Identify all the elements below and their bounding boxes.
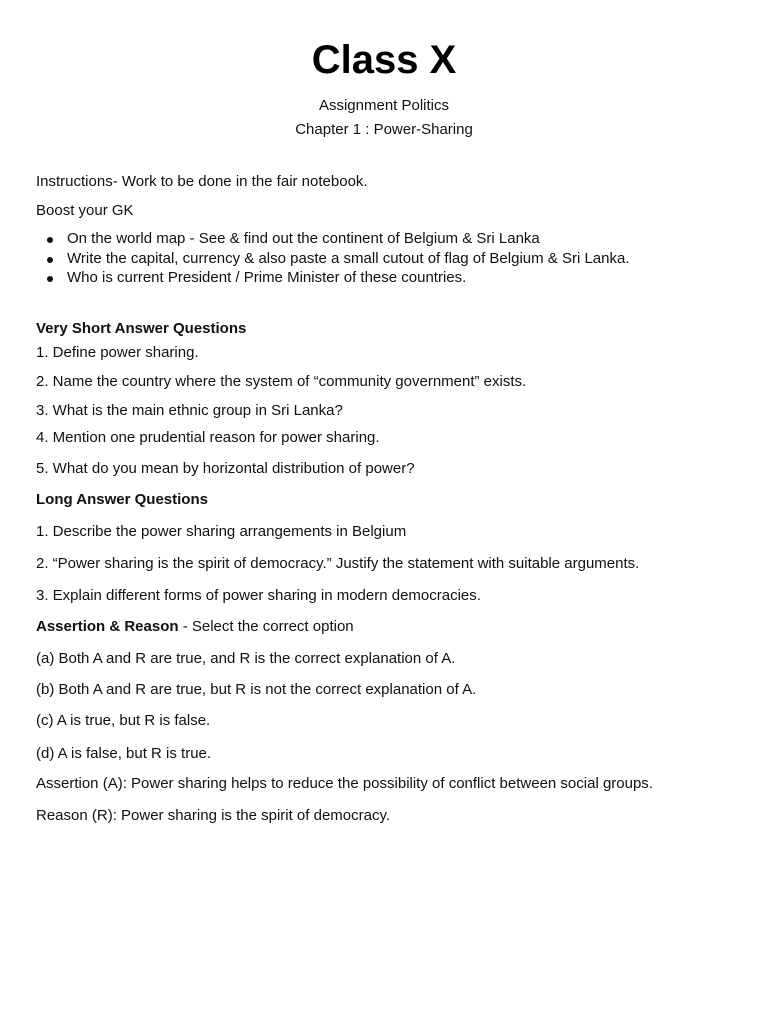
long-answer-question: 2. “Power sharing is the spirit of democracy.” Justify the statement with suitable arguments. xyxy=(36,555,640,572)
assertion-option: (d) A is false, but R is true. xyxy=(36,745,212,762)
instructions-text: Instructions- Work to be done in the fair notebook. xyxy=(36,173,368,190)
assertion-reason-heading: Assertion & Reason xyxy=(36,618,179,635)
bullet-dot-icon xyxy=(47,276,53,282)
very-short-heading: Very Short Answer Questions xyxy=(36,320,247,337)
page-title: Class X xyxy=(311,38,457,82)
chapter-subtitle: Chapter 1 : Power-Sharing xyxy=(295,121,473,138)
very-short-question: 4. Mention one prudential reason for power sharing. xyxy=(36,429,380,446)
gk-bullet-item xyxy=(36,249,630,269)
assertion-option: (b) Both A and R are true, but R is not the correct explanation of A. xyxy=(36,681,477,698)
long-answer-question: 3. Explain different forms of power sharing in modern democracies. xyxy=(36,587,481,604)
reason-statement: Reason (R): Power sharing is the spirit of democracy. xyxy=(36,807,391,824)
gk-bullet-text: On the world map - See & find out the continent of Belgium & Sri Lanka xyxy=(67,230,540,247)
assertion-statement: Assertion (A): Power sharing helps to reduce the possibility of conflict between social groups. xyxy=(36,775,653,792)
assignment-subtitle: Assignment Politics xyxy=(318,97,450,114)
assertion-option: (a) Both A and R are true, and R is the correct explanation of A. xyxy=(36,650,456,667)
long-answer-question: 1. Describe the power sharing arrangements in Belgium xyxy=(36,523,407,540)
bullet-dot-icon xyxy=(47,257,53,263)
long-answer-heading: Long Answer Questions xyxy=(36,491,208,508)
very-short-question: 3. What is the main ethnic group in Sri Lanka? xyxy=(36,402,343,419)
very-short-question: 5. What do you mean by horizontal distribution of power? xyxy=(36,460,415,477)
assertion-option: (c) A is true, but R is false. xyxy=(36,712,211,729)
very-short-question: 2. Name the country where the system of “community government” exists. xyxy=(36,373,527,390)
very-short-question: 1. Define power sharing. xyxy=(36,344,199,361)
assertion-reason-heading-line xyxy=(36,617,354,637)
gk-bullet-text: Who is current President / Prime Minister of these countries. xyxy=(67,269,467,286)
gk-bullet-text: Write the capital, currency & also paste a small cutout of flag of Belgium & Sri Lanka. xyxy=(67,249,630,267)
assertion-reason-instruction: - Select the correct option xyxy=(178,618,354,635)
gk-bullet-item xyxy=(36,268,630,288)
gk-bullet-list xyxy=(36,229,630,288)
gk-bullet-item xyxy=(36,229,630,249)
gk-heading: Boost your GK xyxy=(36,202,134,219)
bullet-dot-icon xyxy=(47,237,53,243)
